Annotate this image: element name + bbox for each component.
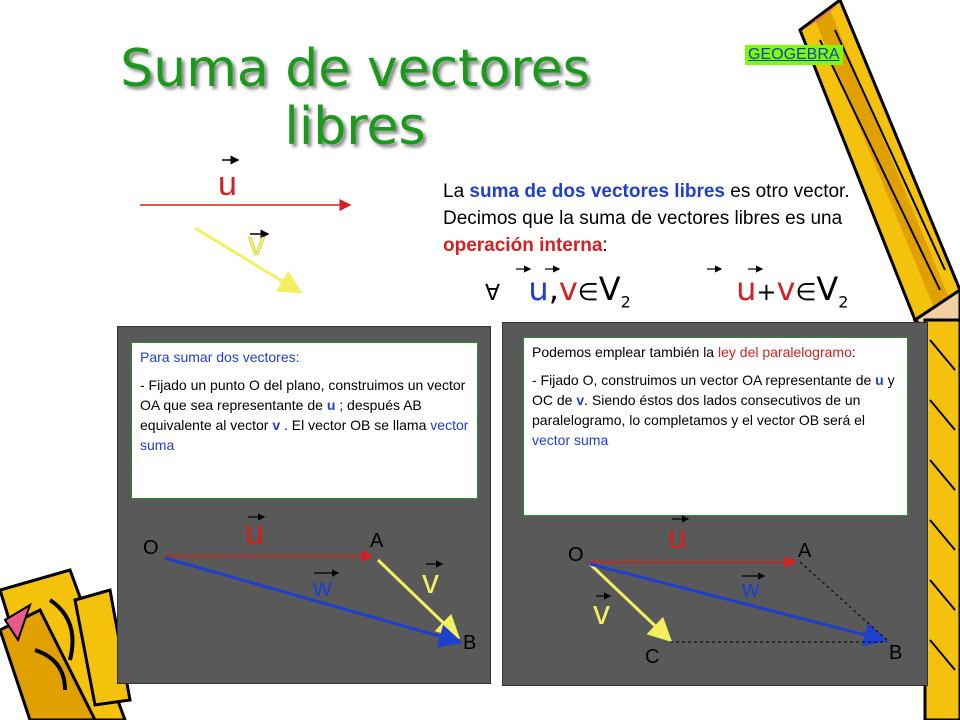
right-body: - Fijado O, construimos un vector OA representante de u y OC de v. Siendo éstos dos lados consecutivos de un paralelogramo, lo completamos y el vector OB será el vector suma [532, 372, 895, 448]
left-point-o: O [143, 537, 159, 559]
left-label-v: v [422, 563, 439, 601]
right-point-o: O [568, 544, 584, 566]
vector-v-label: v [248, 225, 265, 263]
left-body: - Fijado un punto O del plano, construimos un vector OA que sea representante de u ; después AB equivalente al vector v . El vector OB se llama vector suma [140, 377, 469, 453]
right-label-w: w [742, 576, 760, 603]
right-point-a: A [798, 540, 812, 562]
right-point-b: B [889, 642, 903, 664]
title-line1: Suma de vectores [120, 39, 590, 99]
vector-u-label: u [218, 165, 237, 203]
title-line2: libres [284, 97, 426, 157]
left-label-u: u [245, 514, 264, 552]
left-heading: Para sumar dos vectores: [140, 349, 300, 365]
right-intro: Podemos emplear también la ley del paralelogramo: [532, 344, 856, 360]
right-point-c: C [645, 646, 660, 668]
right-label-v: v [593, 594, 610, 632]
left-label-w: w [313, 572, 332, 602]
geogebra-link[interactable]: GEOGEBRA [745, 45, 843, 65]
right-vector-w [590, 564, 885, 640]
left-point-b: B [463, 632, 477, 654]
right-label-u: u [668, 518, 687, 556]
intro-paragraph: La suma de dos vectores libres es otro vector. Decimos que la suma de vectores libres es una operación interna: [443, 181, 850, 256]
left-point-a: A [370, 530, 384, 552]
formula: ∀ $u,v\in V_2$ $u+v\in V_2$ [485, 270, 849, 312]
